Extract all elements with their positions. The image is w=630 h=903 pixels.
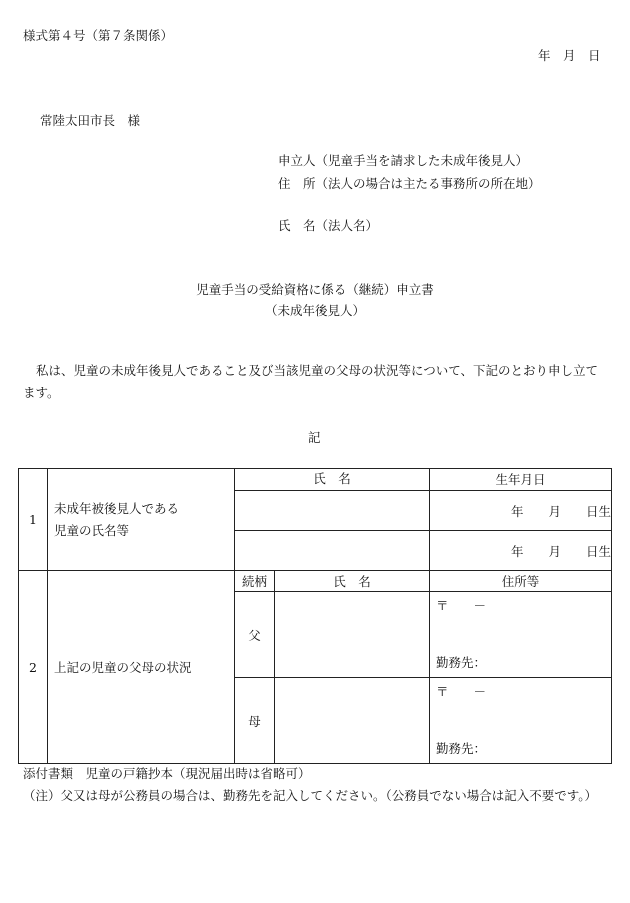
col-birth-header: 生年月日 xyxy=(429,469,611,490)
child2-name-cell[interactable] xyxy=(235,531,430,571)
table-row xyxy=(19,469,612,491)
date-line: 年 月 日 xyxy=(538,48,601,63)
col-name-header: 氏 名 xyxy=(313,471,351,486)
mother-address-cell[interactable] xyxy=(430,678,612,764)
father-name-cell[interactable] xyxy=(275,592,430,678)
row1-label xyxy=(48,469,235,571)
ki-label: 記 xyxy=(308,430,321,445)
father-label: 父 xyxy=(235,592,275,678)
row1-label-line2: 児童の氏名等 xyxy=(54,522,130,538)
child1-birth-cell[interactable] xyxy=(430,491,612,531)
row1-number: 1 xyxy=(19,469,48,571)
father-address-cell[interactable] xyxy=(430,592,612,678)
applicant-line1: 申立人（児童手当を請求した未成年後見人） xyxy=(278,153,529,168)
child1-name-cell[interactable] xyxy=(235,491,430,531)
attachment-note: 添付書類 児童の戸籍抄本（現況届出時は省略可） xyxy=(23,766,311,781)
mother-name-cell[interactable] xyxy=(275,678,430,764)
applicant-address: 住 所（法人の場合は主たる事務所の所在地） xyxy=(278,176,541,191)
row1-label-line1: 未成年被後見人である xyxy=(54,500,180,516)
addressee: 常陸太田市長 様 xyxy=(40,113,141,128)
child2-birth-cell[interactable] xyxy=(430,531,612,571)
form-table xyxy=(18,468,612,764)
father-workplace: 勤務先： xyxy=(436,655,487,670)
footnote: （注）父又は母が公務員の場合は、勤務先を記入してください。（公務員でない場合は記入不要です。） xyxy=(23,788,598,803)
col-relation-header: 続柄 xyxy=(235,571,275,592)
form-number: 様式第４号（第７条関係） xyxy=(23,28,174,43)
applicant-name: 氏 名（法人名） xyxy=(278,218,379,233)
col-parent-name-header: 氏 名 xyxy=(275,571,430,592)
body-text: 私は、児童の未成年後見人であること及び当該児童の父母の状況等について、下記のとおり申し立てます。 xyxy=(23,363,599,400)
table-row xyxy=(19,571,612,592)
row1-name-header xyxy=(235,469,612,491)
row2-label: 上記の児童の父母の状況 xyxy=(48,571,235,764)
child2-birth-text: 年 月 日生 xyxy=(511,543,612,559)
row2-number: 2 xyxy=(19,571,48,764)
mother-workplace: 勤務先： xyxy=(436,741,487,756)
mother-postal: 〒 － xyxy=(436,684,487,699)
col-address-header: 住所等 xyxy=(430,571,612,592)
mother-label: 母 xyxy=(235,678,275,764)
document-title: 児童手当の受給資格に係る（継続）申立書 xyxy=(196,282,434,297)
child1-birth-text: 年 月 日生 xyxy=(511,503,612,519)
father-postal: 〒 － xyxy=(436,598,487,613)
document-subtitle: （未成年後見人） xyxy=(264,303,365,318)
